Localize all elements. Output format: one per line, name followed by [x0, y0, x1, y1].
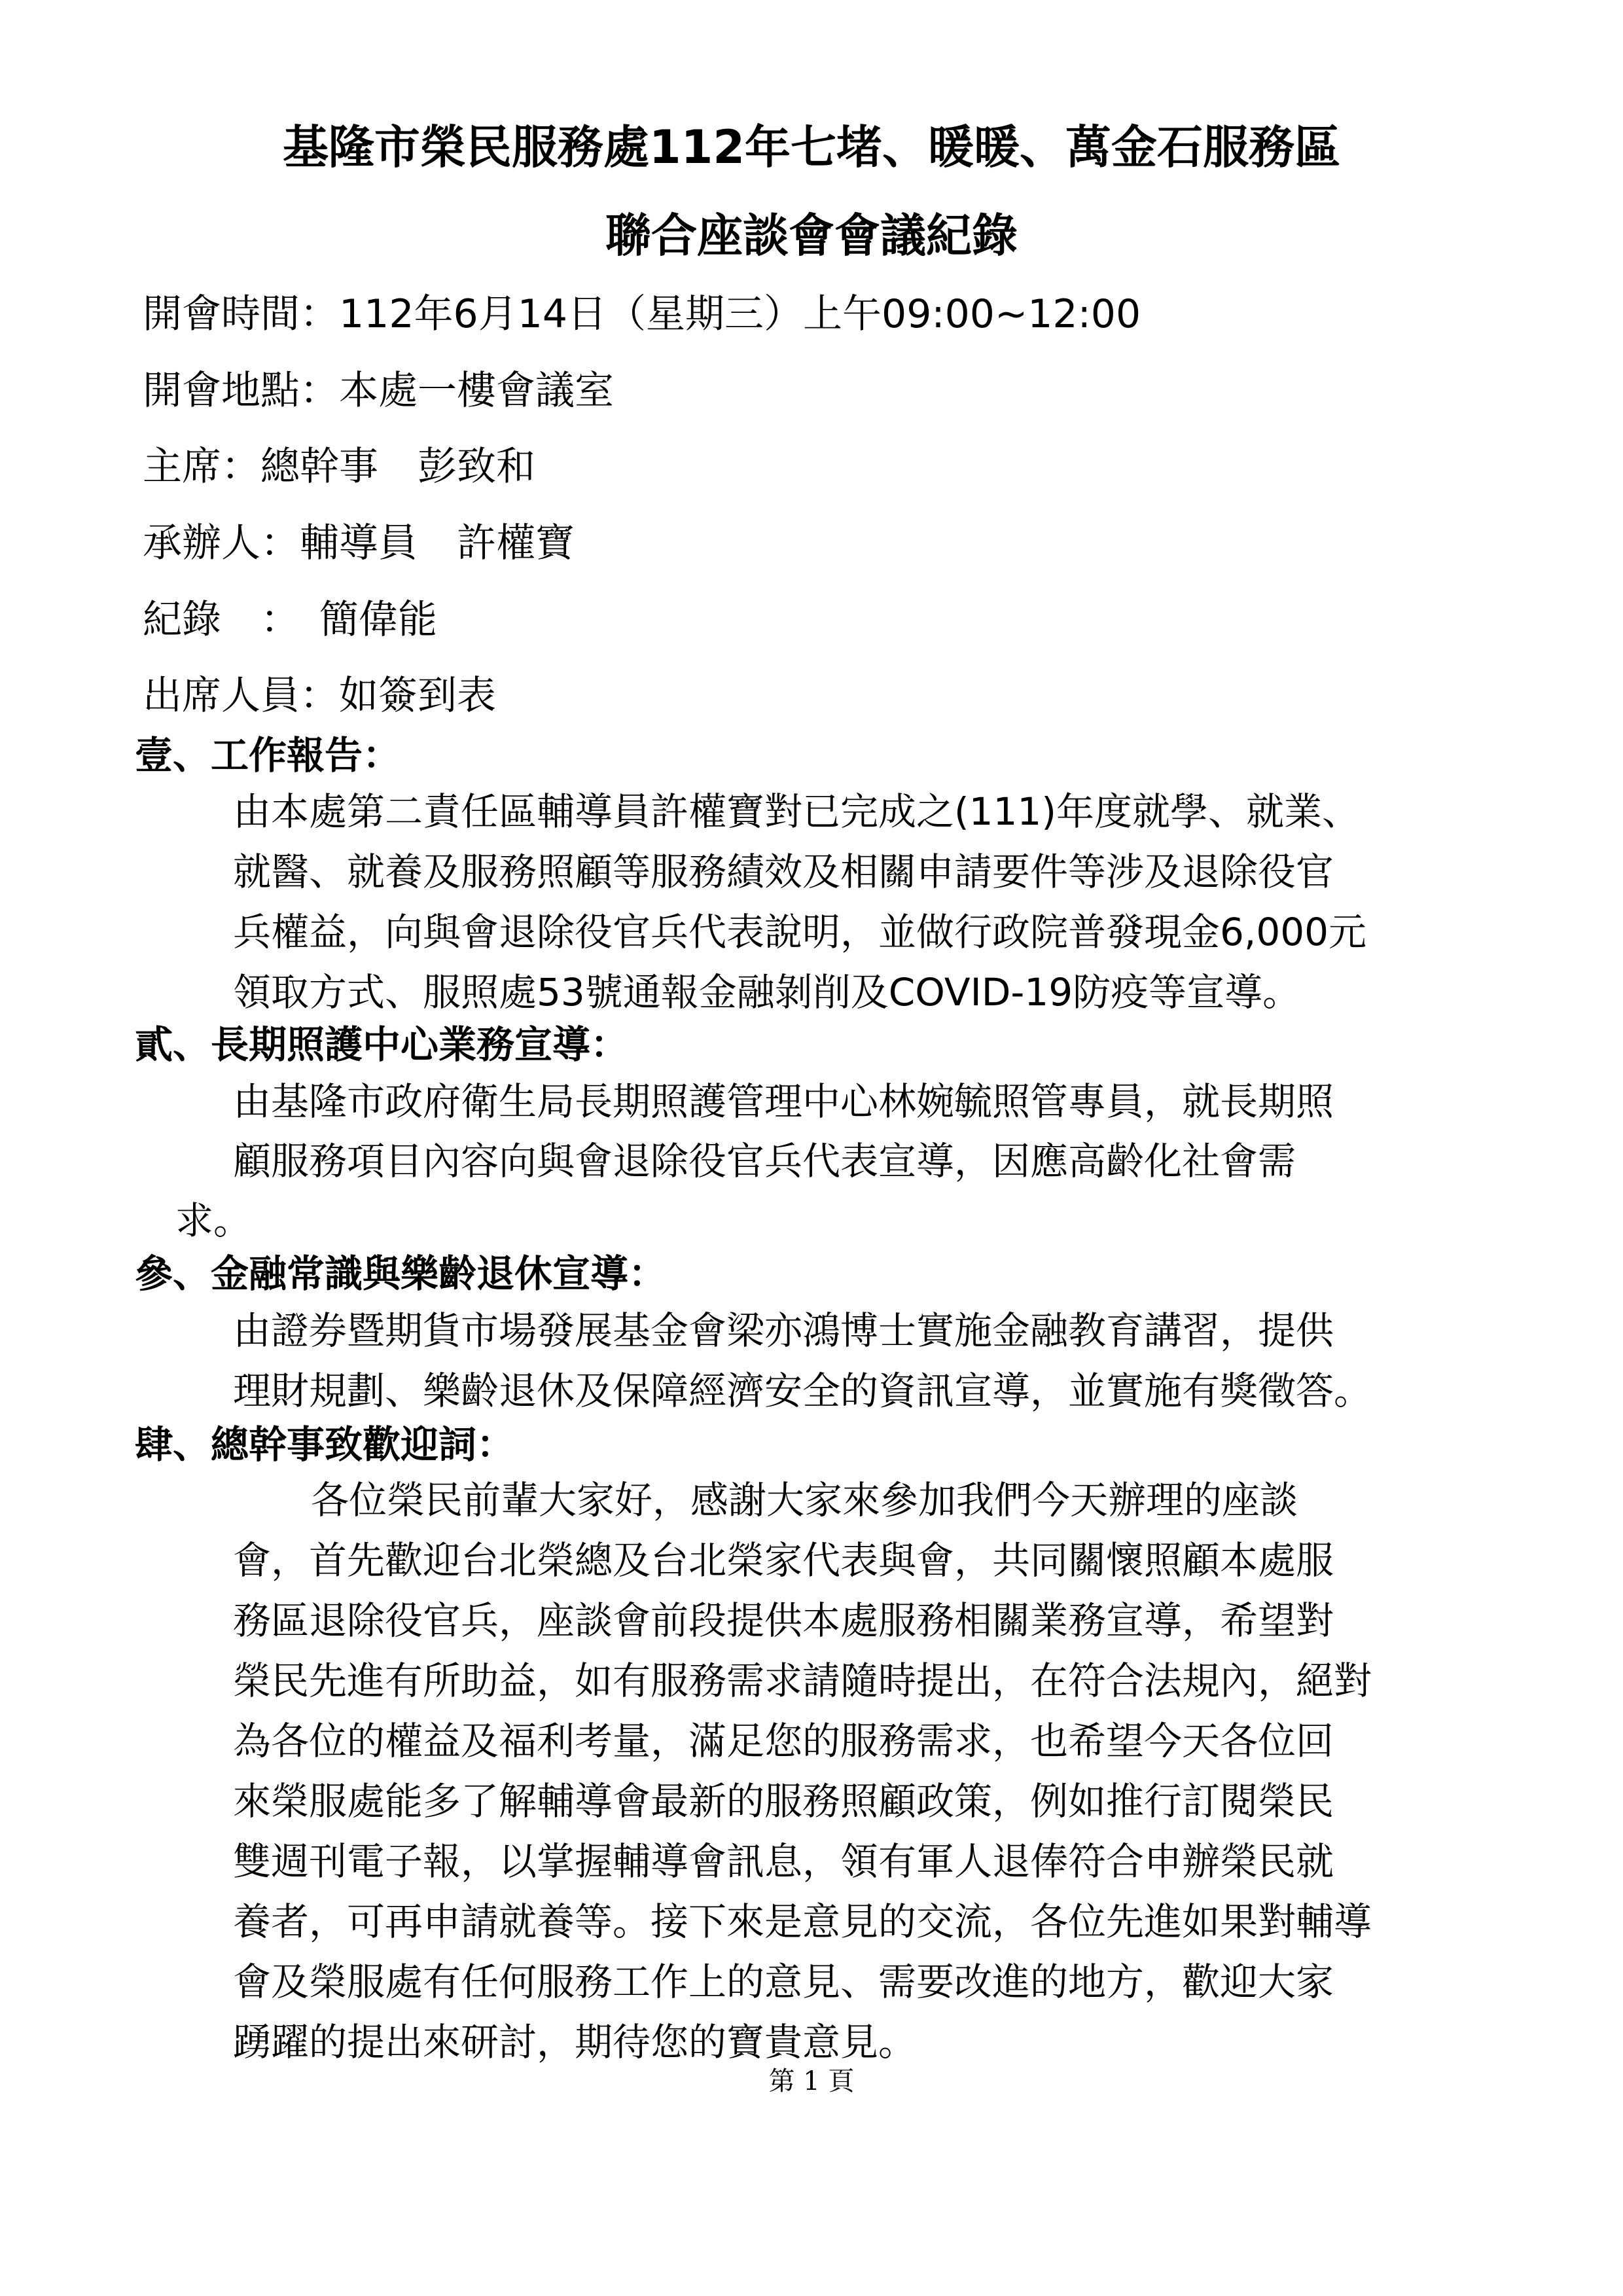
meeting-organizer: 承辦人：輔導員 許權寶	[143, 520, 575, 566]
section-text-line: 來榮服處能多了解輔導會最新的服務照顧政策，例如推行訂閱榮民	[233, 1779, 1334, 1823]
meeting-time: 開會時間：112年6月14日（星期三）上午09:00~12:00	[143, 291, 1141, 337]
section-text-line: 養者，可再申請就養等。接下來是意見的交流，各位先進如果對輔導	[233, 1899, 1372, 1944]
document-title-line2: 聯合座談會會議紀錄	[605, 209, 1018, 262]
section-text-line: 由本處第二責任區輔導員許權寶對已完成之(111)年度就學、就業、	[233, 789, 1360, 834]
section-text-line: 兵權益，向與會退除役官兵代表說明，並做行政院普發現金6,000元	[233, 910, 1367, 954]
section-text-line: 踴躍的提出來研討，期待您的寶貴意見。	[233, 2020, 917, 2064]
section-text-line: 顧服務項目內容向與會退除役官兵代表宣導，因應高齡化社會需	[233, 1139, 1296, 1183]
section-text-line: 求。	[175, 1198, 252, 1243]
section-text-line: 榮民先進有所助益，如有服務需求請隨時提出，在符合法規內，絕對	[233, 1659, 1372, 1703]
section-text-line: 雙週刊電子報，以掌握輔導會訊息，領有軍人退俸符合申辦榮民就	[233, 1839, 1334, 1884]
section-heading: 貳、長期照護中心業務宣導：	[135, 1022, 629, 1067]
section-text-line: 領取方式、服照處53號通報金融剝削及COVID-19防疫等宣導。	[233, 970, 1301, 1014]
section-heading: 壹、工作報告：	[135, 733, 401, 778]
section-text-line: 由基隆市政府衛生局長期照護管理中心林婉毓照管專員，就長期照	[233, 1079, 1334, 1124]
section-text-line: 會，首先歡迎台北榮總及台北榮家代表與會，共同關懷照顧本處服	[233, 1538, 1334, 1583]
meeting-recorder: 紀錄 ： 簡偉能	[143, 597, 437, 643]
section-text-line: 務區退除役官兵，座談會前段提供本處服務相關業務宣導，希望對	[233, 1598, 1334, 1643]
section-heading: 參、金融常識與樂齡退休宣導：	[135, 1251, 667, 1296]
section-heading: 肆、總幹事致歡迎詞：	[135, 1422, 515, 1467]
meeting-chair: 主席：總幹事 彭致和	[143, 444, 535, 490]
section-text-line: 理財規劃、樂齡退休及保障經濟安全的資訊宣導，並實施有獎徵答。	[233, 1369, 1372, 1413]
document-title-line1: 基隆市榮民服務處112年七堵、暖暖、萬金石服務區	[282, 120, 1341, 174]
page-number: 第 1 頁	[768, 2066, 855, 2096]
meeting-place: 開會地點：本處一樓會議室	[143, 368, 614, 414]
section-text-line: 為各位的權益及福利考量，滿足您的服務需求，也希望今天各位回	[233, 1719, 1334, 1763]
section-text-line: 就醫、就養及服務照顧等服務績效及相關申請要件等涉及退除役官	[233, 850, 1334, 894]
meeting-attendees: 出席人員：如簽到表	[143, 673, 496, 719]
section-text-line: 各位榮民前輩大家好，感謝大家來參加我們今天辦理的座談	[311, 1478, 1298, 1522]
section-text-line: 由證券暨期貨市場發展基金會梁亦鴻博士實施金融教育講習，提供	[233, 1308, 1334, 1353]
section-text-line: 會及榮服處有任何服務工作上的意見、需要改進的地方，歡迎大家	[233, 1960, 1334, 2004]
